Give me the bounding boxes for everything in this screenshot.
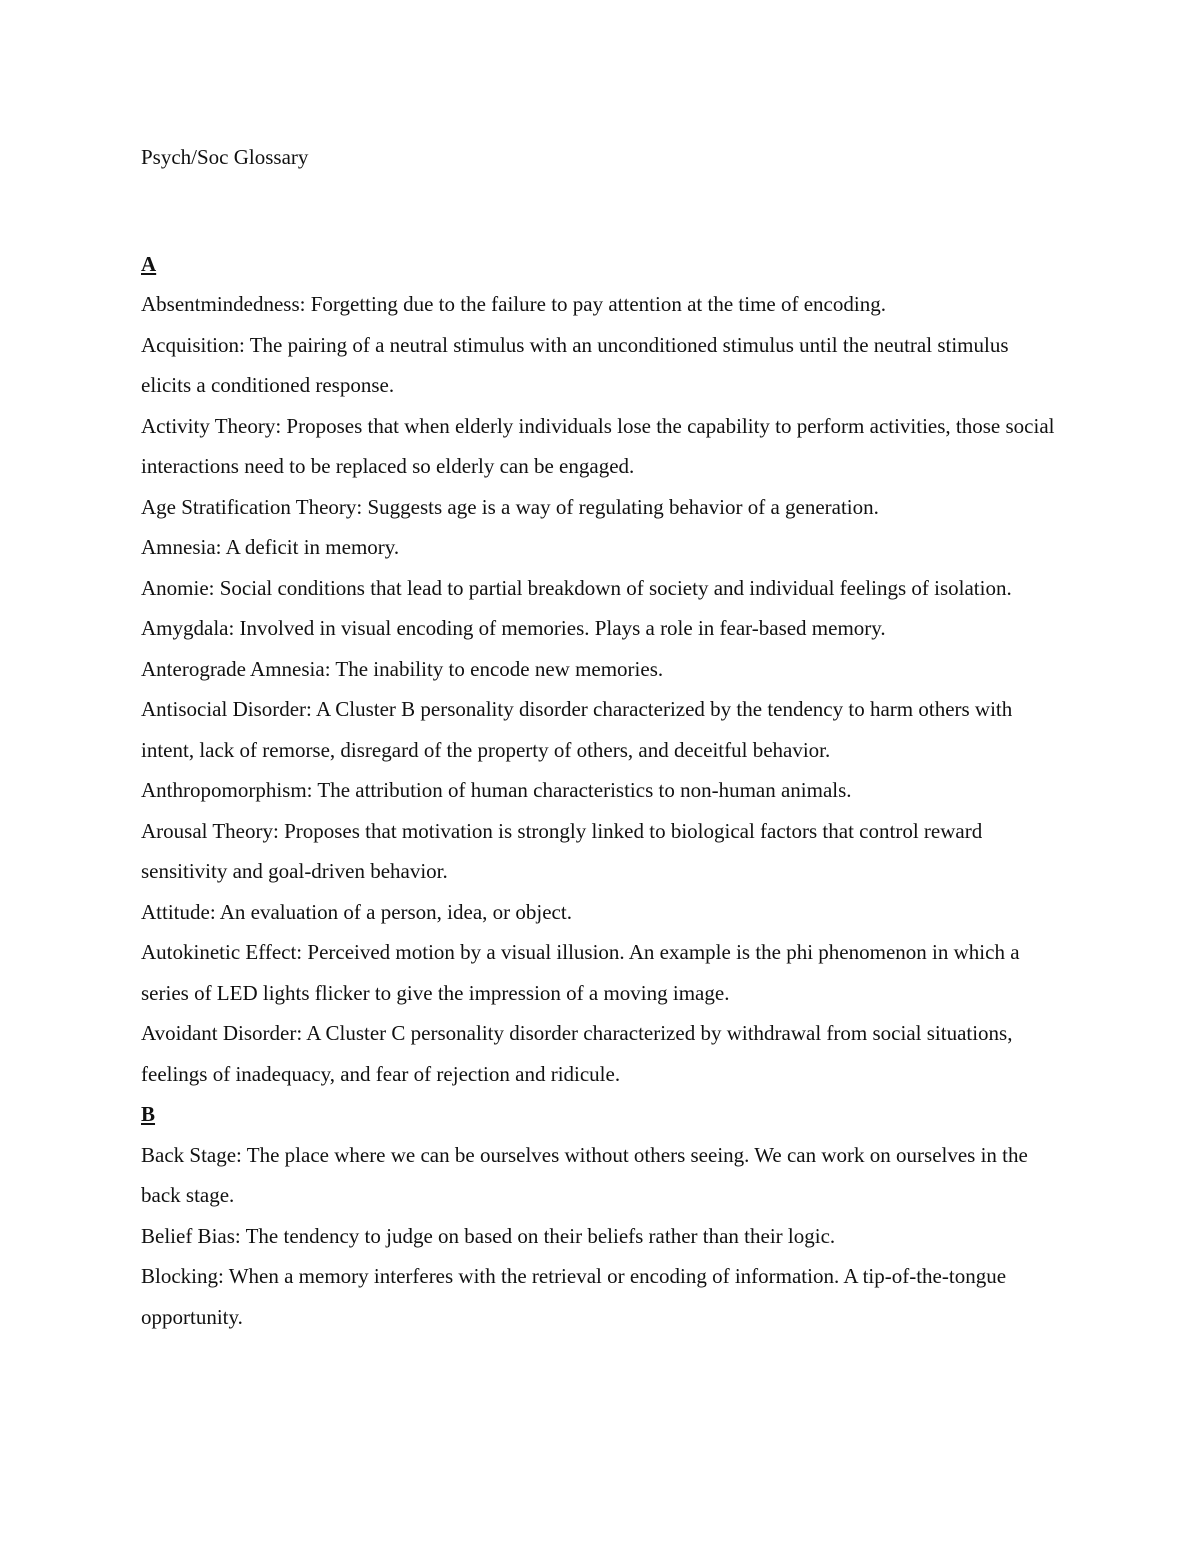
glossary-entry: Attitude: An evaluation of a person, idea, or object. bbox=[141, 899, 572, 924]
glossary-section-b bbox=[141, 1094, 1061, 1337]
glossary-entry: Amnesia: A deficit in memory. bbox=[141, 535, 400, 559]
glossary-entry: Age Stratification Theory: Suggests age is a way of regulating behavior of a generation. bbox=[141, 494, 879, 519]
glossary-entry: Avoidant Disorder: A Cluster C personality disorder characterized by withdrawal from social situations, feelings of inadequacy, and fear of rejection and ridicule. bbox=[141, 1021, 1013, 1086]
glossary-entry: Amygdala: Involved in visual encoding of memories. Plays a role in fear-based memory. bbox=[141, 616, 886, 640]
glossary-entry: Absentmindedness: Forgetting due to the failure to pay attention at the time of encoding. bbox=[141, 292, 886, 316]
glossary-entry: Anthropomorphism: The attribution of human characteristics to non-human animals. bbox=[141, 778, 852, 802]
glossary-entry: Acquisition: The pairing of a neutral stimulus with an unconditioned stimulus until the neutral stimulus elicits a conditioned response. bbox=[141, 332, 1009, 397]
document-body bbox=[141, 137, 1061, 1337]
glossary-entry: Arousal Theory: Proposes that motivation is strongly linked to biological factors that control reward sensitivity and goal-driven behavior. bbox=[141, 818, 983, 883]
glossary-entry: Back Stage: The place where we can be ourselves without others seeing. We can work on ourselves in the back stage. bbox=[141, 1142, 1028, 1207]
glossary-section-a bbox=[141, 244, 1061, 1095]
document-title: Psych/Soc Glossary bbox=[141, 145, 309, 169]
section-heading: B bbox=[141, 1102, 156, 1126]
glossary-entry: Blocking: When a memory interferes with the retrieval or encoding of information. A tip-of-the-tongue opportunity. bbox=[141, 1264, 1007, 1329]
section-heading: A bbox=[141, 251, 157, 276]
glossary-entry: Belief Bias: The tendency to judge on based on their beliefs rather than their logic. bbox=[141, 1223, 836, 1248]
glossary-entry: Antisocial Disorder: A Cluster B personality disorder characterized by the tendency to harm others with intent, lack of remorse, disregard of the property of others, and deceitful behavior. bbox=[141, 697, 1013, 762]
glossary-entry: Anterograde Amnesia: The inability to encode new memories. bbox=[141, 656, 664, 681]
glossary-entry: Autokinetic Effect: Perceived motion by a visual illusion. An example is the phi phenomenon in which a series of LED lights flicker to give the impression of a moving image. bbox=[141, 940, 1020, 1005]
glossary-entry: Anomie: Social conditions that lead to partial breakdown of society and individual feelings of isolation. bbox=[141, 575, 1012, 600]
glossary-entry: Activity Theory: Proposes that when elderly individuals lose the capability to perform activities, those social interactions need to be replaced so elderly can be engaged. bbox=[141, 413, 1055, 478]
